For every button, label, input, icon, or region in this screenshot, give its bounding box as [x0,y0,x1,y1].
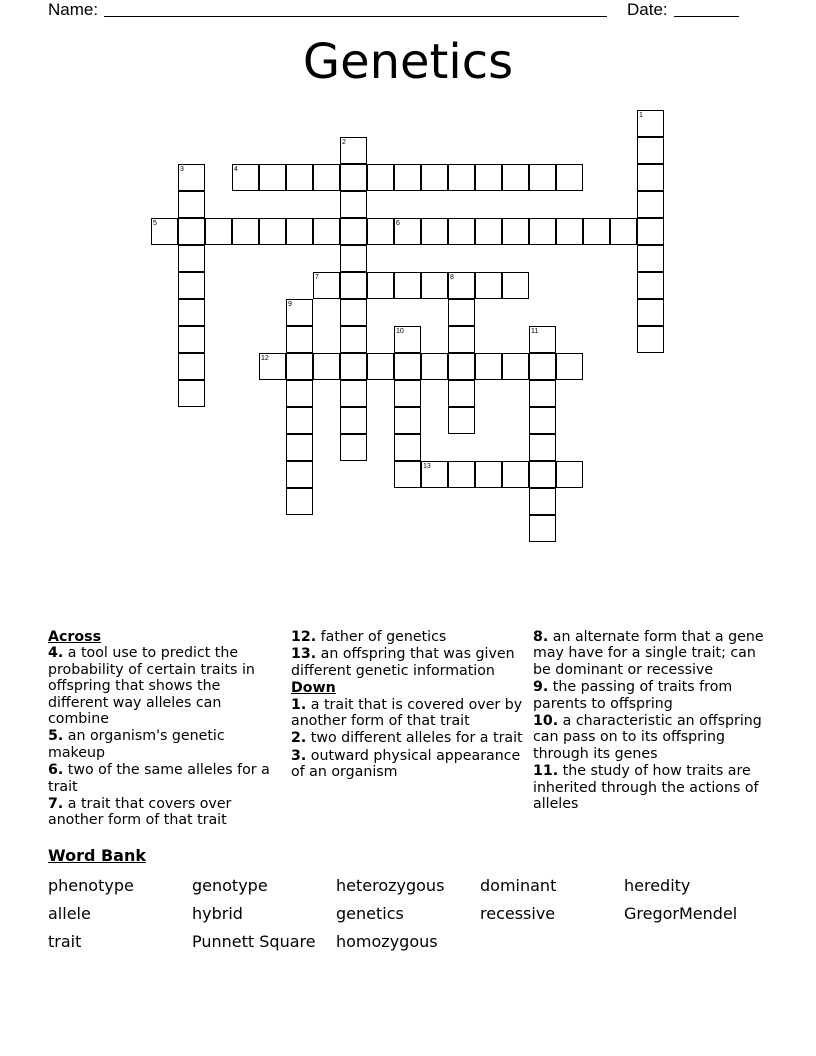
clue-number-label: 7 [315,274,319,281]
grid-cell[interactable] [448,380,475,407]
grid-cell[interactable] [340,245,367,272]
grid-cell[interactable] [286,380,313,407]
clues-column-2 [291,629,523,782]
word-bank-item: GregorMendel [624,904,738,923]
grid-cell[interactable] [340,434,367,461]
clue-text: father of genetics [320,629,447,645]
grid-cell[interactable] [286,218,313,245]
grid-cell[interactable] [637,137,664,164]
clue-down-8 [533,629,773,678]
grid-cell[interactable] [637,299,664,326]
grid-cell[interactable] [529,380,556,407]
grid-cell[interactable] [556,164,583,191]
word-bank-item: hybrid [192,904,243,923]
word-bank-item: dominant [480,876,557,895]
word-bank-title: Word Bank [48,846,147,865]
grid-cell[interactable] [529,515,556,542]
clue-text: a characteristic an offspring can pass on to its offspring through its genes [533,713,762,762]
grid-cell[interactable] [178,272,205,299]
word-bank-item: genotype [192,876,268,895]
clue-text: a trait that covers over another form of that trait [48,796,232,829]
down-heading: Down [291,680,336,697]
grid-cell[interactable] [286,326,313,353]
grid-cell[interactable] [529,461,556,488]
grid-cell[interactable] [421,164,448,191]
grid-cell[interactable] [394,461,421,488]
grid-cell[interactable] [178,326,205,353]
word-bank-item: Punnett Square [192,932,316,951]
grid-cell[interactable] [637,272,664,299]
grid-cell[interactable] [421,353,448,380]
clue-across-4 [48,645,280,727]
grid-cell[interactable] [394,434,421,461]
clue-text: an offspring that was given different genetic information [291,646,515,679]
grid-cell[interactable] [178,299,205,326]
grid-cell[interactable] [556,353,583,380]
grid-cell[interactable] [394,407,421,434]
page-title: Genetics [302,34,514,90]
grid-cell[interactable] [178,218,205,245]
clue-number-label: 12 [261,355,269,362]
clue-across-13 [291,646,523,679]
grid-cell[interactable] [313,353,340,380]
grid-cell[interactable] [178,380,205,407]
grid-cell[interactable] [529,434,556,461]
grid-cell[interactable] [394,272,421,299]
grid-cell[interactable] [610,218,637,245]
word-bank-item: phenotype [48,876,134,895]
clue-down-10 [533,713,773,762]
grid-cell[interactable] [502,461,529,488]
clue-number: 5. [48,728,64,745]
clue-number-label: 13 [423,463,431,470]
grid-cell[interactable] [178,353,205,380]
grid-cell[interactable] [421,272,448,299]
grid-cell[interactable] [637,245,664,272]
clue-number-label: 3 [180,166,184,173]
grid-cell[interactable] [394,164,421,191]
grid-cell[interactable] [502,164,529,191]
word-bank-item: homozygous [336,932,438,951]
grid-cell[interactable] [448,353,475,380]
clue-down-2 [291,730,523,746]
grid-cell[interactable] [205,218,232,245]
clue-number: 9. [533,679,549,696]
grid-cell[interactable] [178,245,205,272]
grid-cell[interactable] [340,353,367,380]
grid-cell[interactable] [448,299,475,326]
grid-cell[interactable] [340,326,367,353]
grid-cell[interactable] [448,164,475,191]
grid-cell[interactable] [178,191,205,218]
grid-cell[interactable] [475,218,502,245]
clue-text: the passing of traits from parents to offspring [533,679,733,712]
grid-cell[interactable] [313,164,340,191]
clue-across-5 [48,728,280,761]
grid-cell[interactable] [637,218,664,245]
clue-text: two different alleles for a trait [310,730,523,747]
date-label: Date: [627,0,668,19]
grid-cell[interactable] [529,164,556,191]
grid-cell[interactable] [529,218,556,245]
clue-number-label: 10 [396,328,404,335]
clue-number: 8. [533,629,549,645]
grid-cell[interactable] [286,407,313,434]
grid-cell[interactable] [502,272,529,299]
clue-text: the study of how traits are inherited through the actions of alleles [533,763,759,813]
grid-cell[interactable] [529,353,556,380]
word-bank-item: allele [48,904,91,923]
grid-cell[interactable] [286,488,313,515]
word-bank-item: genetics [336,904,404,923]
grid-cell[interactable] [448,326,475,353]
grid-cell[interactable] [340,218,367,245]
grid-cell[interactable] [448,461,475,488]
clue-text: a tool use to predict the probability of certain traits in offspring that shows the different way alleles can combine [48,645,255,728]
clue-number: 12. [291,629,317,645]
clue-text: outward physical appearance of an organism [291,747,521,781]
grid-cell[interactable] [475,164,502,191]
clues-column-3 [533,629,773,813]
clue-text: an alternate form that a gene may have for a single trait; can be dominant or recessive [533,629,764,678]
clue-number: 6. [48,762,64,779]
across-heading: Across [48,629,102,645]
grid-cell[interactable] [448,218,475,245]
word-bank-item: heredity [624,876,691,895]
grid-cell[interactable] [556,218,583,245]
grid-cell[interactable] [367,218,394,245]
clue-number-label: 9 [288,301,292,308]
grid-cell[interactable] [529,488,556,515]
grid-cell[interactable] [367,272,394,299]
grid-cell[interactable] [313,218,340,245]
clue-number: 3. [291,747,307,764]
clue-number: 2. [291,730,307,747]
clue-number-label: 5 [153,220,157,227]
clue-text: two of the same alleles for a trait [48,762,270,795]
clue-down-3 [291,748,523,781]
grid-cell[interactable] [475,461,502,488]
clue-number: 1. [291,696,307,713]
grid-cell[interactable] [475,353,502,380]
grid-cell[interactable] [556,461,583,488]
grid-cell[interactable] [259,218,286,245]
grid-cell[interactable] [502,353,529,380]
grid-cell[interactable] [394,380,421,407]
grid-cell[interactable] [286,461,313,488]
grid-cell[interactable] [286,353,313,380]
grid-cell[interactable] [502,218,529,245]
word-bank-item: trait [48,932,82,951]
grid-cell[interactable] [637,164,664,191]
grid-cell[interactable] [232,218,259,245]
grid-cell[interactable] [340,407,367,434]
grid-cell[interactable] [340,164,367,191]
grid-cell[interactable] [367,164,394,191]
name-label: Name: [48,0,99,19]
clue-down-11 [533,763,773,812]
word-bank-item: recessive [480,904,556,923]
grid-cell[interactable] [394,353,421,380]
clue-across-6 [48,762,280,795]
grid-cell[interactable] [340,272,367,299]
grid-cell[interactable] [637,191,664,218]
clue-number-label: 8 [450,274,454,281]
clue-number-label: 11 [531,328,539,335]
clue-down-1 [291,697,523,730]
grid-cell[interactable] [340,191,367,218]
clue-number: 7. [48,796,64,813]
clues-column-1 [48,629,280,830]
clue-text: an organism's genetic makeup [48,728,225,761]
clue-text: a trait that is covered over by another form of that trait [291,696,523,730]
clue-number: 4. [48,645,64,662]
grid-cell[interactable] [529,407,556,434]
grid-cell[interactable] [286,434,313,461]
clue-across-7 [48,796,280,829]
word-bank-item: heterozygous [336,876,445,895]
grid-cell[interactable] [421,218,448,245]
grid-cell[interactable] [340,380,367,407]
clue-number: 11. [533,763,559,780]
grid-cell[interactable] [475,272,502,299]
clue-number: 13. [291,646,317,663]
clue-down-9 [533,679,773,712]
clue-number-label: 4 [234,166,238,173]
clue-number-label: 2 [342,139,346,146]
grid-cell[interactable] [448,407,475,434]
grid-cell[interactable] [286,164,313,191]
clue-number-label: 6 [396,220,400,227]
clue-across-12 [291,629,523,645]
clue-number-label: 1 [639,112,643,119]
grid-cell[interactable] [340,299,367,326]
grid-cell[interactable] [637,326,664,353]
grid-cell[interactable] [583,218,610,245]
clue-number: 10. [533,713,559,730]
grid-cell[interactable] [367,353,394,380]
grid-cell[interactable] [259,164,286,191]
